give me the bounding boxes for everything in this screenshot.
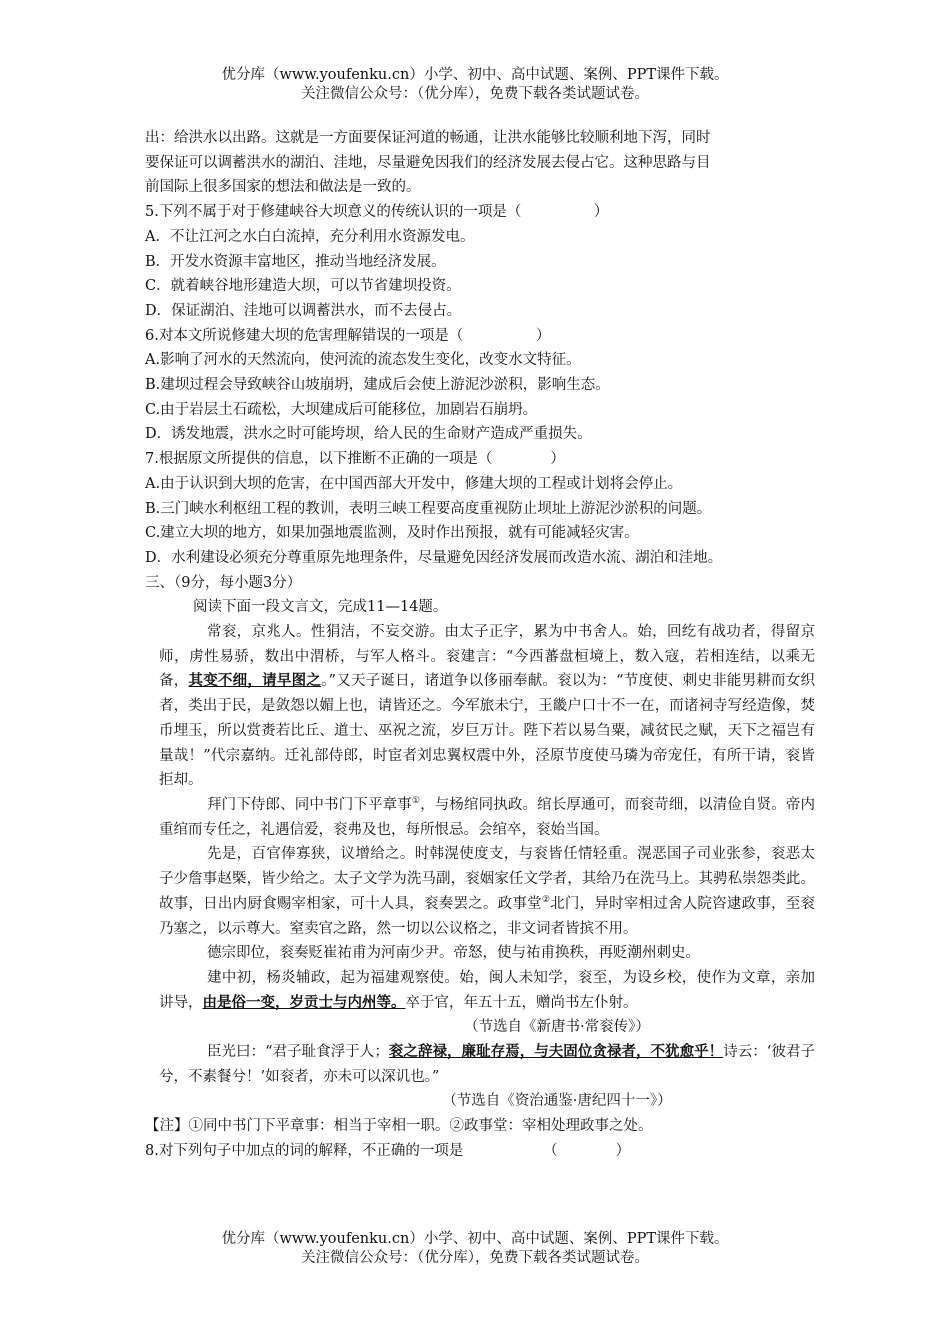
question-7-stem: 7.根据原文所提供的信息，以下推断不正确的一项是（ ） <box>145 451 565 468</box>
question-6-option-c: C.由于岩层土石疏松，大坝建成后可能移位，加剧岩石崩坍。 <box>145 401 538 418</box>
question-5-option-d: D．保证湖泊、洼地可以调蓄洪水，而不去侵占。 <box>145 302 462 319</box>
p1-text-a: 常衮，京兆人。性狷洁，不妄交游。由太子正字，累为中书舍人。始，回纥有战功者，得留京师，虏性易骄，数出中渭桥，与军人格斗。衮建言：“今西蕃盘桓境上，数入寇，若相连结，以乘无备， <box>159 624 815 690</box>
p2-text-a: 拜门下侍郎、同中书门下平章事 <box>207 796 412 813</box>
passage-paragraph-6 <box>159 1040 815 1089</box>
p3-text-b: 北门，异时宰相过舍人院咨逮政事，至衮乃塞之，以示尊大。窒卖官之路，然一切以公议格之，非文词者皆摈不用。 <box>159 895 816 937</box>
document-body <box>145 126 815 1164</box>
section-3-instruction: 阅读下面一段文言文，完成11—14题。 <box>193 599 448 616</box>
question-6-option-b: B.建坝过程会导致峡谷山坡崩坍，建成后会使上游泥沙淤积，影响生态。 <box>145 377 610 394</box>
question-7-option-b: B.三门峡水利枢纽工程的教训，表明三峡工程要高度重视防止坝址上游泥沙淤积的问题。 <box>145 500 712 517</box>
p2-text-b: ，与杨绾同执政。绾长厚通可，而衮苛细，以清俭自贤。帝内重绾而专任之，礼遇信爱，衮弗及也，每所恨忌。会绾卒，衮始当国。 <box>159 796 815 838</box>
note-marker-2: ② <box>541 894 551 905</box>
passage-line: 出：给洪水以出路。这就是一方面要保证河道的畅通，让洪水能够比较顺利地下泻，同时 <box>145 130 711 146</box>
question-8-stem: 8.对下列句子中加点的词的解释，不正确的一项是 （ ） <box>145 1142 631 1159</box>
footer-line-1: 优分库（www.youfenku.cn）小学、初中、高中试题、案例、PPT课件下载。 <box>221 1231 729 1247</box>
passage-line: 要保证可以调蓄洪水的湖泊、洼地，尽量避免因我们的经济发展去侵占它。这种思路与目 <box>145 154 711 171</box>
question-7-option-d: D．水利建设必须充分尊重原先地理条件，尽量避免因经济发展而改造水流、湖泊和洼地。 <box>145 549 723 566</box>
passage-paragraph-3 <box>159 842 815 941</box>
question-5-option-a: A．不让江河之水白白流掉，充分利用水资源发电。 <box>145 228 475 245</box>
p3-text-a: 先是，百官俸寡狭，议增给之。时韩滉使度支，与衮皆任情轻重。滉恶国子司业张参，衮恶太子少詹事赵槩，皆少给之。太子文学为洗马副，衮姻家任文学者，其给乃在洗马上。其骋私崇怨类此。故事，日出内厨食赐宰相家，可十人具，衮奏罢之。政事堂 <box>159 846 815 912</box>
passage-paragraph-1 <box>159 620 815 793</box>
question-6-stem: 6.对本文所说修建大坝的危害理解错误的一项是（ ） <box>145 327 551 344</box>
header-line-1: 优分库（www.youfenku.cn）小学、初中、高中试题、案例、PPT课件下载。 <box>221 67 729 83</box>
p5-text-a: 建中初，杨炎辅政，起为福建观察使。始，闽人未知学，衮至，为设乡校，使作为文章，亲加讲导， <box>159 969 815 1011</box>
question-5-option-c: C．就着峡谷地形建造大坝，可以节省建坝投资。 <box>145 278 461 295</box>
p1-text-b: 。”又天子诞日，诸道争以侈丽奉献。衮以为：“节度使、刺史非能男耕而女织者，类出于民，是敛怨以媚上也，请皆还之。今军旅未宁，王畿户口十不一在，而诸祠寺写经造像，焚币埋玉，所以赏赉若比丘、道士、巫祝之流，岁巨万计。陛下若以易刍粟，减贫民之赋，天下之福岂有量哉！”代宗嘉纳。迁礼部侍郎，时宦者刘忠翼权震中外，泾原节度使马璘为帝宠任，有所干请，衮皆拒却。 <box>159 673 816 789</box>
p5-underlined: 由是俗一变，岁贡士与内州等。 <box>202 993 406 1011</box>
source-citation-2: （节选自《资治通鉴·唐纪四十一》） <box>442 1093 672 1110</box>
p5-text-b: 卒于官，年五十五，赠尚书左仆射。 <box>405 994 638 1011</box>
page-footer <box>0 1230 950 1268</box>
question-6-option-d: D．诱发地震，洪水之时可能垮坝，给人民的生命财产造成严重损失。 <box>145 426 592 443</box>
passage-paragraph-2 <box>159 793 815 842</box>
passage-line: 前国际上很多国家的想法和做法是一致的。 <box>145 179 421 196</box>
passage-paragraph-5 <box>159 966 815 1015</box>
question-7-option-a: A.由于认识到大坝的危害，在中国西部大开发中，修建大坝的工程或计划将会停止。 <box>145 475 683 492</box>
section-3-heading: 三、（9分，每小题3分） <box>145 574 302 591</box>
p6-underlined: 衮之辞禄，廉耻存焉，与夫固位贪禄者，不犹愈乎！ <box>388 1043 724 1061</box>
p1-underlined: 其变不细，请早图之 <box>188 672 322 690</box>
p6-text-a: 臣光曰：“君子耻食浮于人； <box>207 1044 389 1061</box>
note-marker-1: ① <box>411 796 421 807</box>
question-7-option-c: C.建立大坝的地方，如果加强地震监测，及时作出预报，就有可能减轻灾害。 <box>145 525 639 542</box>
passage-paragraph-4: 德宗即位，衮奏贬崔祐甫为河南少尹。帝怒，使与祐甫换秩，再贬潮州刺史。 <box>207 945 700 962</box>
question-6-option-a: A.影响了河水的天然流向，使河流的流态发生变化，改变水文特征。 <box>145 352 581 369</box>
p6-text-b: 诗云：‘彼君子兮，不素餐兮！’如衮者，亦未可以深讥也。” <box>159 1044 816 1085</box>
question-5-stem: 5.下列不属于对于修建峡谷大坝意义的传统认识的一项是（ ） <box>145 204 609 221</box>
page-header <box>0 66 950 104</box>
footer-line-2: 关注微信公众号：（优分库），免费下载各类试题试卷。 <box>301 1250 649 1266</box>
question-5-option-b: B．开发水资源丰富地区，推动当地经济发展。 <box>145 253 446 270</box>
classical-passage <box>145 620 815 1114</box>
header-line-2: 关注微信公众号：（优分库），免费下载各类试题试卷。 <box>301 86 649 102</box>
annotation-note: 【注】①同中书门下平章事：相当于宰相一职。②政事堂：宰相处理政事之处。 <box>145 1118 653 1135</box>
source-citation-1: （节选自《新唐书·常衮传》） <box>464 1019 650 1036</box>
